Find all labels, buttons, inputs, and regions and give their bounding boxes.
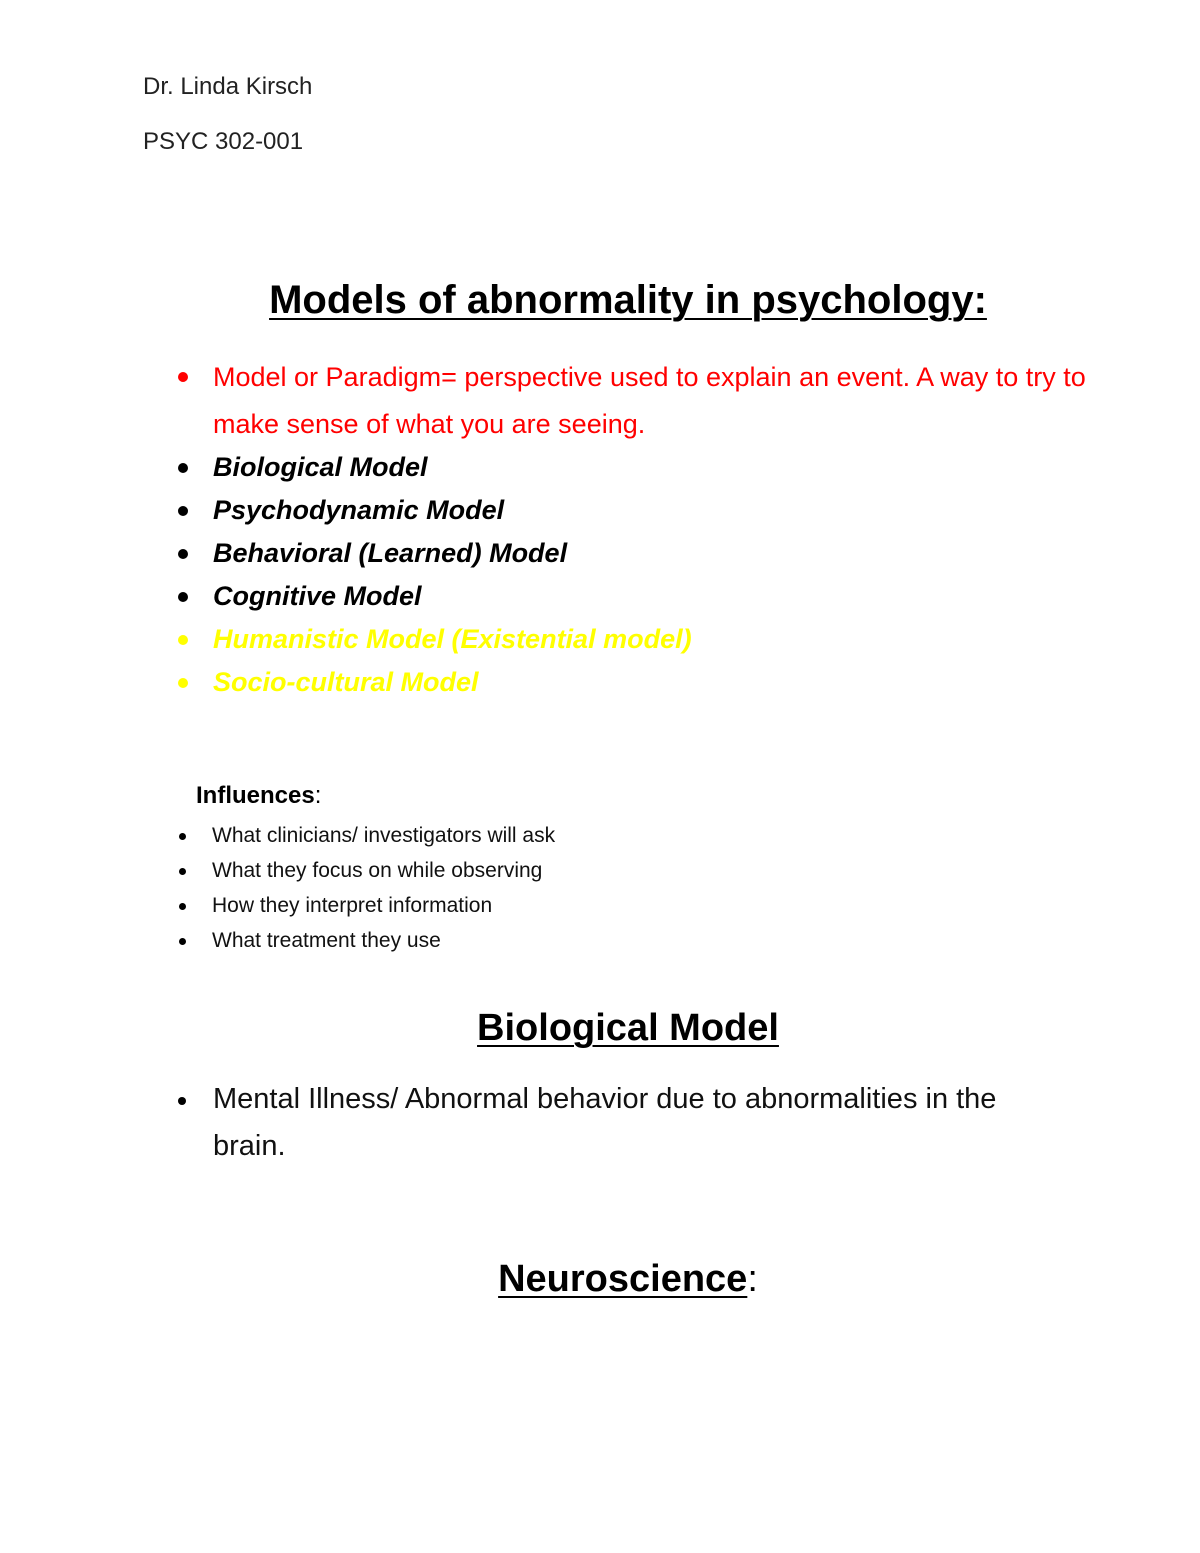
definition-text: Model or Paradigm= perspective used to explain an event. A way to try to make sense of what you are seeing. — [213, 362, 1086, 439]
models-list — [213, 354, 1093, 703]
model-name: Psychodynamic Model — [213, 495, 505, 525]
list-item — [213, 445, 1093, 488]
bullet-icon — [179, 833, 186, 840]
bullet-icon — [178, 463, 188, 473]
influence-text: What clinicians/ investigators will ask — [212, 824, 556, 847]
list-item — [213, 574, 1093, 617]
bullet-icon — [178, 506, 188, 516]
list-item-definition — [213, 354, 1093, 445]
model-name: Behavioral (Learned) Model — [213, 538, 568, 568]
list-item — [213, 617, 1093, 660]
bullet-icon — [178, 1097, 186, 1105]
neuroscience-heading — [0, 1258, 1200, 1301]
list-item — [213, 488, 1093, 531]
model-name: Cognitive Model — [213, 581, 422, 611]
bullet-icon — [178, 592, 188, 602]
influences-colon: : — [314, 782, 322, 809]
list-item — [212, 818, 912, 853]
bullet-icon — [178, 549, 188, 559]
bullet-icon — [178, 678, 188, 688]
course-code: PSYC 302-001 — [143, 128, 304, 155]
biological-list — [213, 1076, 1073, 1170]
model-name: Biological Model — [213, 452, 428, 482]
influences-label — [196, 782, 321, 810]
list-item — [213, 1076, 1073, 1170]
list-item — [213, 531, 1093, 574]
influences-list — [212, 818, 912, 958]
biological-model-heading: Biological Model — [477, 1007, 779, 1049]
author-name: Dr. Linda Kirsch — [143, 73, 313, 100]
biological-text: Mental Illness/ Abnormal behavior due to abnormalities in the brain. — [213, 1083, 997, 1162]
page-title: Models of abnormality in psychology: — [269, 278, 987, 322]
list-item — [212, 888, 912, 923]
model-name: Humanistic Model (Existential model) — [213, 624, 692, 654]
list-item — [213, 660, 1093, 703]
bullet-icon — [178, 372, 188, 382]
neuroscience-heading-text: Neuroscience — [498, 1258, 748, 1300]
bullet-icon — [179, 938, 186, 945]
model-name: Socio-cultural Model — [213, 667, 479, 697]
bullet-icon — [179, 903, 186, 910]
influence-text: How they interpret information — [212, 894, 493, 917]
list-item — [212, 923, 912, 958]
list-item — [212, 853, 912, 888]
influences-label-text: Influences — [196, 782, 315, 809]
influence-text: What they focus on while observing — [212, 859, 543, 882]
bullet-icon — [178, 635, 188, 645]
bullet-icon — [179, 868, 186, 875]
influence-text: What treatment they use — [212, 929, 441, 952]
neuroscience-colon: : — [747, 1258, 758, 1300]
